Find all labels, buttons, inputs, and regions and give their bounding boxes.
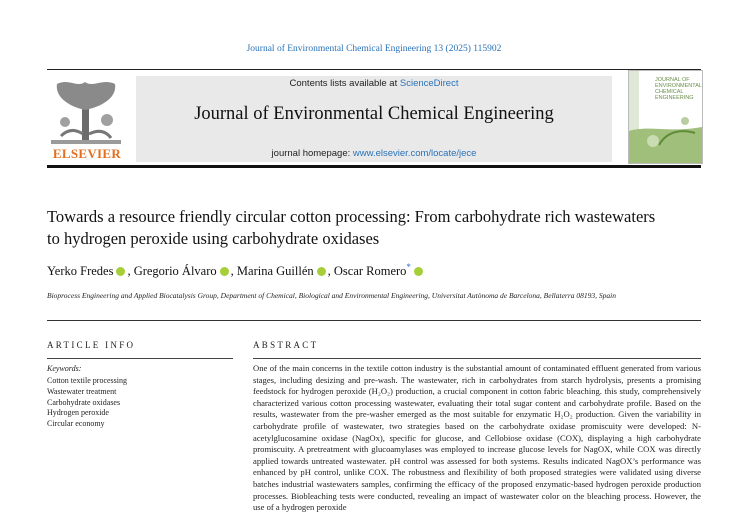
author-name[interactable]: Gregorio Álvaro xyxy=(133,264,217,279)
cover-title-text: JOURNAL OF ENVIRONMENTAL CHEMICAL ENGINEERING xyxy=(655,77,702,101)
article-title: Towards a resource friendly circular cotton processing: From carbohydrate rich wastewaters to hydrogen peroxide using carbohydrate oxidases xyxy=(47,207,656,248)
author-name[interactable]: Marina Guillén xyxy=(236,264,314,279)
article-info-rule xyxy=(47,358,233,359)
sciencedirect-link[interactable]: ScienceDirect xyxy=(399,78,459,89)
journal-citation-line[interactable]: Journal of Environmental Chemical Engineering 13 (2025) 115902 xyxy=(246,44,502,54)
orcid-icon[interactable] xyxy=(220,267,229,276)
elsevier-logo xyxy=(47,76,127,162)
orcid-icon[interactable] xyxy=(317,267,326,276)
homepage-prefix: journal homepage: xyxy=(271,148,353,159)
header-bottom-rule xyxy=(47,165,701,168)
author-separator: , xyxy=(327,264,334,279)
corresponding-author-mark[interactable]: * xyxy=(406,262,411,272)
abstract-heading: ABSTRACT xyxy=(253,340,319,350)
keyword-list xyxy=(47,376,127,430)
affiliation: Bioprocess Engineering and Applied Biocatalysis Group, Department of Chemical, Biological and Environmental Engineering, Universitat Autònoma de Barcelona, Bellaterra 08193, Spain xyxy=(47,291,616,300)
homepage-line xyxy=(136,148,612,159)
article-info-heading: ARTICLE INFO xyxy=(47,340,136,350)
contents-line xyxy=(136,78,612,89)
abstract-body xyxy=(253,363,701,514)
journal-banner xyxy=(136,76,612,162)
elsevier-wordmark: ELSEVIER xyxy=(52,146,122,161)
orcid-icon[interactable] xyxy=(116,267,125,276)
journal-title: Journal of Environmental Chemical Engineering xyxy=(194,104,554,124)
keyword-item: Carbohydrate oxidases xyxy=(47,397,121,407)
author-list xyxy=(47,262,425,279)
elsevier-tree-icon xyxy=(47,76,125,146)
header-top-rule xyxy=(47,69,701,70)
author-name[interactable]: Oscar Romero xyxy=(333,264,407,279)
author-name[interactable]: Yerko Fredes xyxy=(47,264,114,279)
keyword-item: Cotton textile processing xyxy=(47,376,127,385)
author-separator: , xyxy=(127,264,134,279)
abstract-rule xyxy=(253,358,701,359)
contents-prefix: Contents lists available at xyxy=(289,78,400,89)
homepage-link[interactable]: www.elsevier.com/locate/jece xyxy=(352,148,477,159)
journal-cover[interactable] xyxy=(628,70,703,164)
keyword-item: Hydrogen peroxide xyxy=(47,408,109,418)
section-divider xyxy=(47,320,701,321)
orcid-icon[interactable] xyxy=(414,267,423,276)
abstract-text: One of the main concerns in the textile cotton industry is the substantial amount of contaminated effluent generated from various stages, including desizing and pre-wash. The wastewater, rich in carbohydrates from starch hydrolysis, presents a promising feedstock for hydrogen peroxide (H₂O₂) production, a crucial component in cotton fabric bleaching. this study, comprehensively characterized various cotton processing wastewater, evaluating their total sugar content and carbohydrate profile. Based on the results, wastewater from the pre-washer emerged as the most suitable for enzymatic H₂O₂ production. Given the variability in carbohydrate profile of wastewater, two strategies based on the carbohydrate oxidase promiscuity were developed: N-acetylglucosamine oxidase (NagOx), specific for glucose, and Cellobiose oxidase (COX), displaying a high carbohydrate promiscuity. A pretreatment with glucoamylases was employed to increase glucose levels for NagOX, while COX was directly applied towards untreated wastewater. pH control was assessed for both systems. Results indicated NagOX’s performance was enhanced by pH control, unlike COX. The robustness and flexibility of both proposed strategies were validated using diverse batches industrial wastewaters samples, confirming the efficacy of the proposed enzymatic-based hydrogen peroxide production processes. Biobleaching tests were conducted, revealing an impact of wastewater color on the bleaching process. However, the use of a hydrogen peroxide xyxy=(253,363,701,513)
author-separator: , xyxy=(230,264,237,279)
keywords-label: Keywords: xyxy=(47,364,82,373)
keyword-item: Wastewater treatment xyxy=(47,386,117,396)
keyword-item: Circular economy xyxy=(47,419,105,429)
